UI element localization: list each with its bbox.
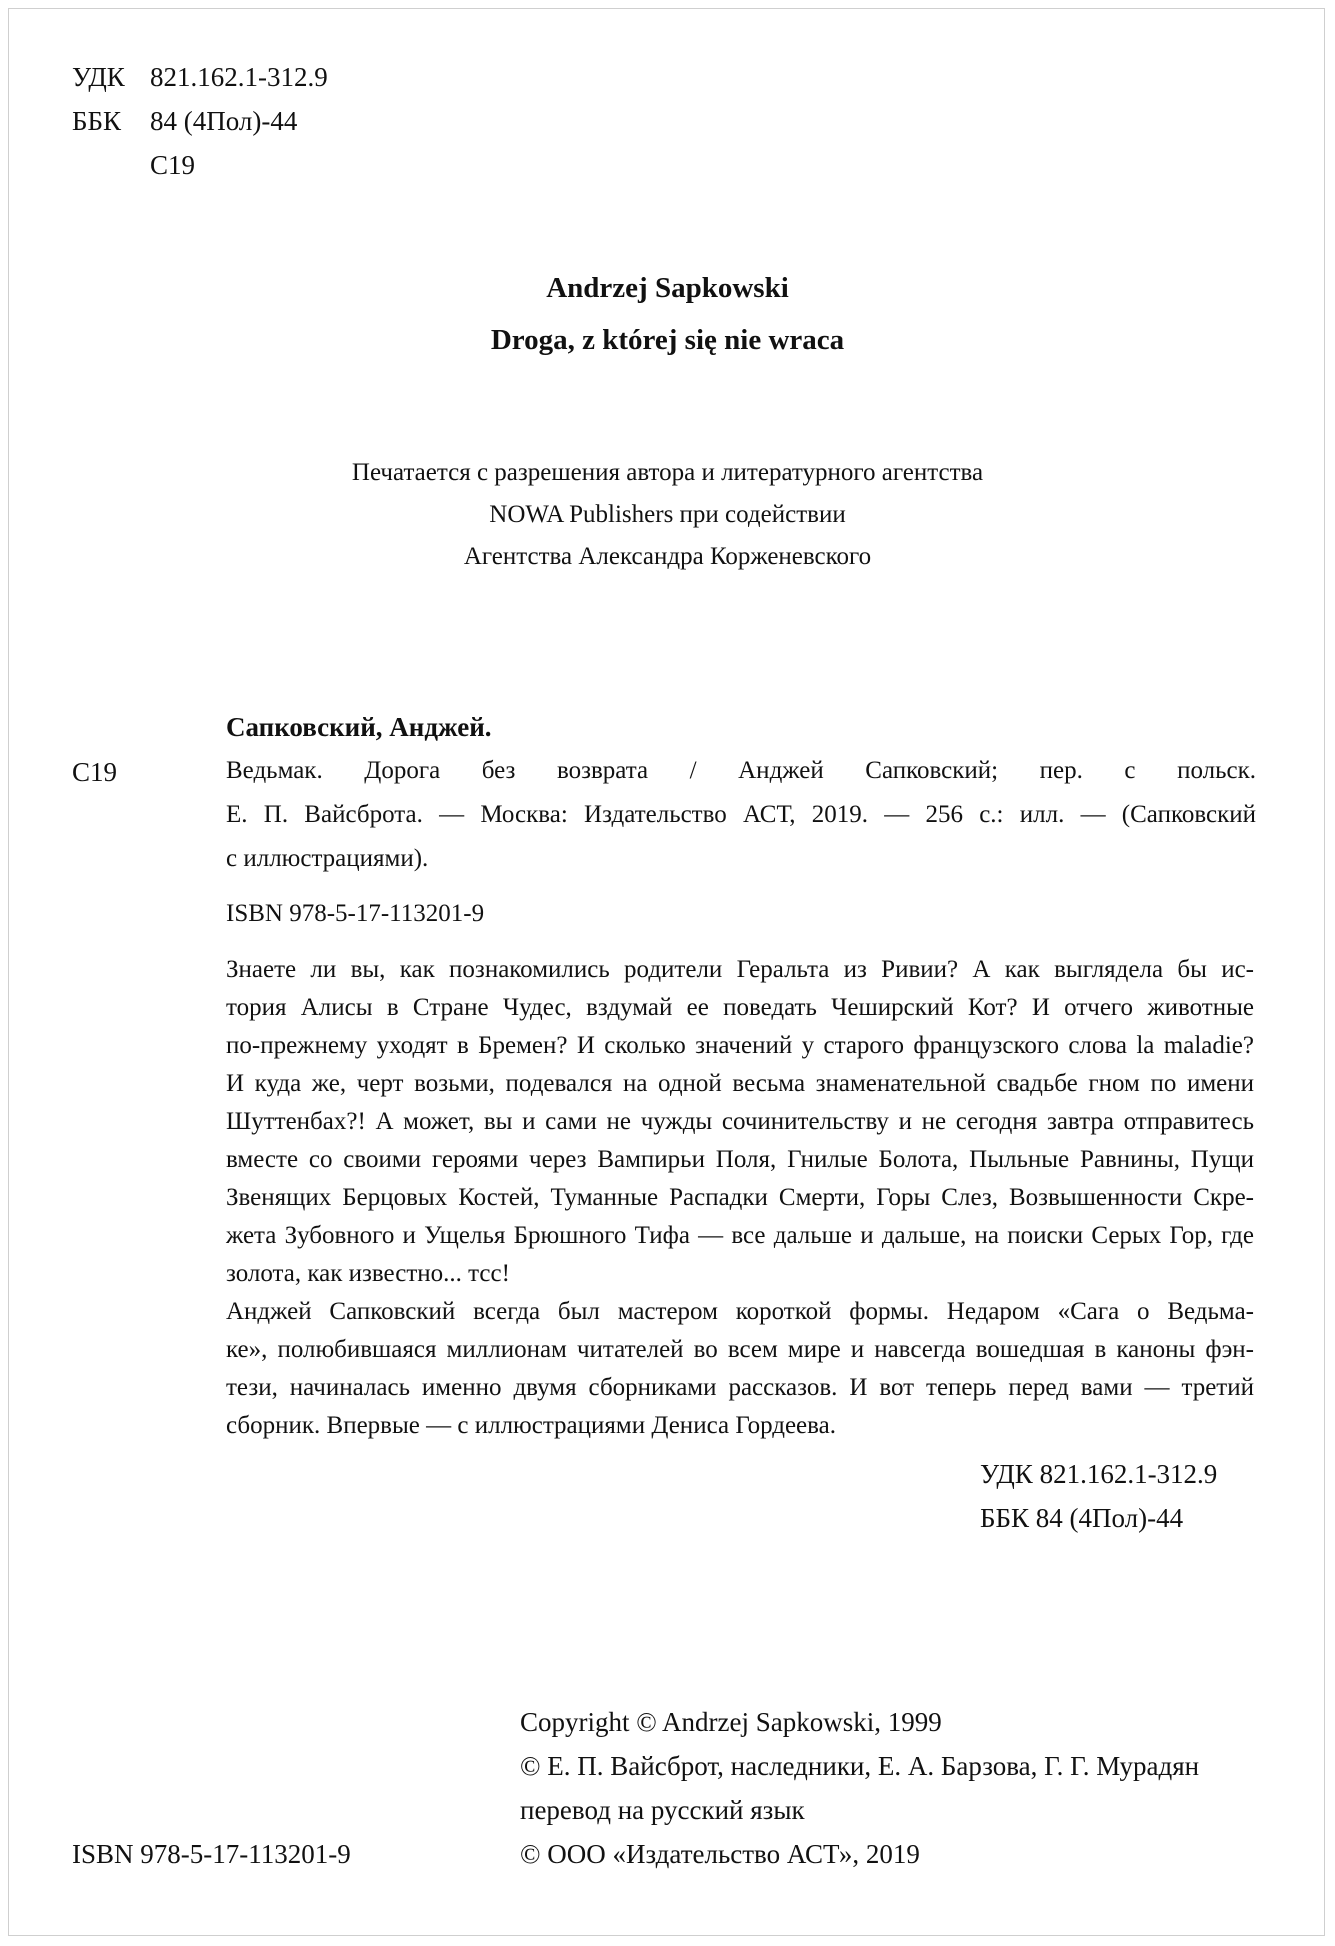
annotation-p1-line: Шуттенбах?! А может, вы и сами не чужды сочинительству и не сегодня завтра отправитесь xyxy=(226,1108,1254,1135)
annotation-p1-line: тория Алисы в Стране Чудес, вздумай ее поведать Чеширский Кот? И отчего животные xyxy=(226,994,1254,1021)
record-line-1: Ведьмак. Дорога без возврата / Анджей Сапковский; пер. с польск. xyxy=(226,757,1256,784)
annotation-p1-line: золота, как известно... тсс! xyxy=(226,1260,510,1287)
udk-bottom: УДК 821.162.1-312.9 xyxy=(980,1459,1218,1489)
udk-top xyxy=(72,55,328,99)
record-isbn: ISBN 978-5-17-113201-9 xyxy=(226,900,485,927)
annotation-p1-line: Знаете ли вы, как познакомились родители Геральта из Ривии? А как выглядела бы ис- xyxy=(226,956,1254,983)
annotation-p1-line: вместе со своими героями через Вампирьи Поля, Гнилые Болота, Пыльные Равнины, Пущи xyxy=(226,1146,1254,1173)
permission-line-2: NOWA Publishers при содействии xyxy=(489,501,846,528)
record-heading: Сапковский, Анджей. xyxy=(226,712,492,742)
udk-label: УДК xyxy=(72,62,125,92)
permission-line-3: Агентства Александра Корженевского xyxy=(463,543,872,570)
copyright-line-3: перевод на русский язык xyxy=(520,1795,805,1825)
copyright-line-4: © ООО «Издательство АСТ», 2019 xyxy=(520,1839,920,1869)
original-title: Droga, z której się nie wraca xyxy=(490,324,845,356)
copyright-line-1: Copyright © Andrzej Sapkowski, 1999 xyxy=(520,1707,942,1737)
bbk-bottom: ББК 84 (4Пол)-44 xyxy=(980,1503,1184,1533)
udk-value: 821.162.1-312.9 xyxy=(150,62,328,92)
bbk-label: ББК xyxy=(72,106,122,136)
record-line-2: Е. П. Вайсброта. — Москва: Издательство АСТ, 2019. — 256 с.: илл. — (Сапковский xyxy=(226,801,1256,828)
bbk-top xyxy=(72,99,297,143)
author-mark-top: С19 xyxy=(150,150,196,180)
annotation-p2-line: сборник. Впервые — с иллюстрациями Дениса Гордеева. xyxy=(226,1412,836,1439)
permission-line-1: Печатается с разрешения автора и литературного агентства xyxy=(351,459,984,486)
copyright-isbn: ISBN 978-5-17-113201-9 xyxy=(72,1839,351,1869)
annotation-p1-line: жета Зубовного и Ущелья Брюшного Тифа — все дальше и дальше, на поиски Серых Гор, где xyxy=(226,1222,1254,1249)
annotation-p1-line: И куда же, черт возьми, подевался на одной весьма знаменательной свадьбе гном по имени xyxy=(226,1070,1254,1097)
annotation-p2-line: тези, начиналась именно двумя сборниками рассказов. И вот теперь перед вами — третий xyxy=(226,1374,1254,1401)
annotation-p1-line: по-прежнему уходят в Бремен? И сколько значений у старого французского слова la maladie? xyxy=(226,1032,1254,1059)
copyright-line-2: © Е. П. Вайсброт, наследники, Е. А. Барзова, Г. Г. Мурадян xyxy=(520,1751,1200,1781)
annotation-p2-line: Анджей Сапковский всегда был мастером короткой формы. Недаром «Сага о Ведьма- xyxy=(226,1298,1254,1325)
record-author-mark: С19 xyxy=(72,757,118,787)
record-line-3: с иллюстрациями). xyxy=(226,845,429,872)
bbk-value: 84 (4Пол)-44 xyxy=(150,106,298,136)
original-author: Andrzej Sapkowski xyxy=(546,272,789,304)
annotation-p2-line: ке», полюбившаяся миллионам читателей во всем мире и навсегда вошедшая в каноны фэн- xyxy=(226,1336,1254,1363)
annotation-p1-line: Звенящих Берцовых Костей, Туманные Распадки Смерти, Горы Слез, Возвышенности Скре- xyxy=(226,1184,1254,1211)
